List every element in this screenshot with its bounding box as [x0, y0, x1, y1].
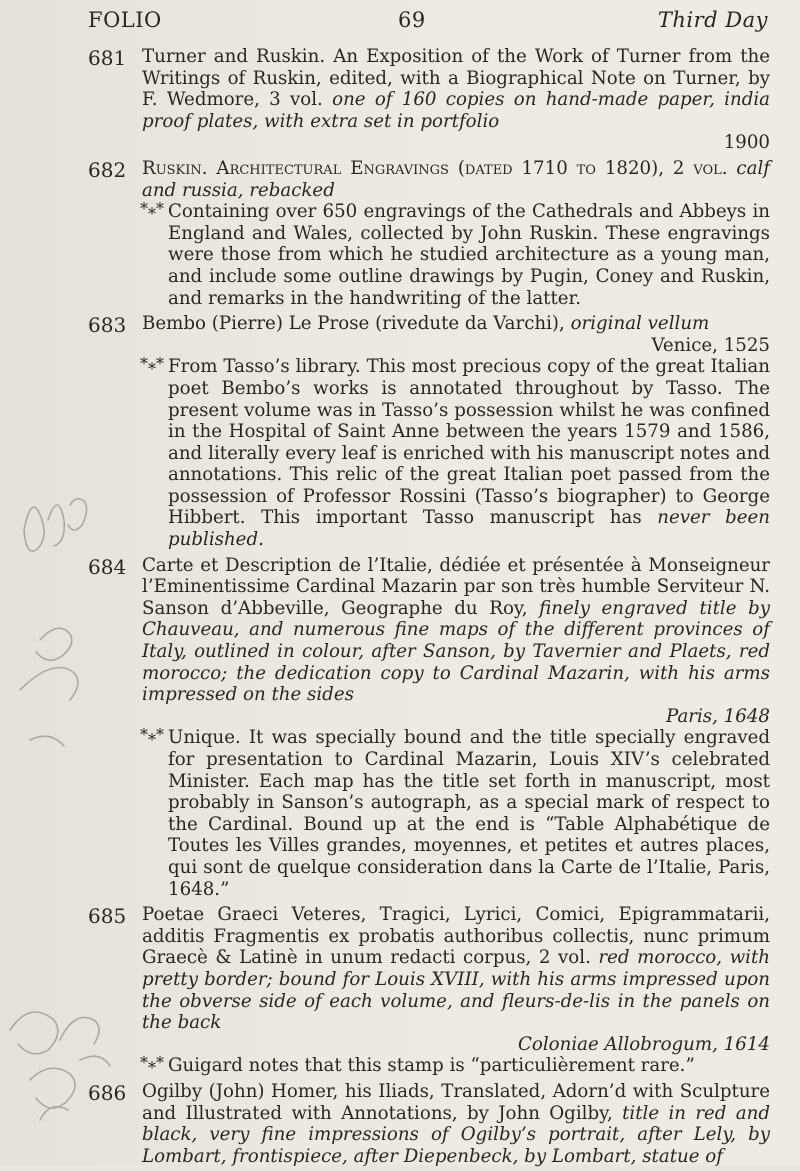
header-day: Third Day — [657, 8, 768, 32]
lot-binding: red morocco, with pretty border; bound for Louis XVIII, with his arms impressed upon the obverse side of each volume, and fleurs-de-lis in the panels on the back — [142, 947, 770, 1034]
lot-title: Poetae Graeci Veteres, Tragici, Lyrici, Comici, Epigrammatarii, additis Fragmentis ex probatis authoribus collectis, nunc primum Graecè & Latinè in unum redacti corpus, 2 vol. — [142, 904, 770, 969]
asterism-icon: *⁎* — [140, 354, 164, 374]
lot-entry-685 — [88, 904, 770, 1077]
lot-binding: original vellum — [570, 313, 710, 335]
header-folio: FOLIO — [88, 8, 162, 32]
lot-note — [142, 1055, 770, 1077]
lot-title: Carte et Description de l’Italie, dédiée et présentée à Monseigneur l’Eminentissime Cardinal Mazarin par son très humble Serviteur N. Sanson d’Abbeville, Geographe du Roy, — [142, 554, 770, 619]
lot-title: Bembo (Pierre) Le Prose (rivedute da Varchi), — [142, 313, 571, 335]
lot-date: Paris, 1648 — [666, 705, 770, 727]
lot-entry-683 — [88, 313, 770, 551]
lot-note-text: Unique. It was specially bound and the title specially engraved for presentation to Cardinal Mazarin, Louis XIV’s celebrated Minister. Each map has the title set forth in manuscript, most probably in Sanson’s autograph, as a special mark of respect to the Cardinal. Bound up at the end is “Table Alphabétique de Toutes les Villes grandes, moyennes, et petites et autres places, qui sont de quelque consideration dans la Carte de l’Italie, Paris, 1648.” — [168, 727, 770, 900]
lot-entry-686 — [88, 1081, 770, 1167]
lot-note — [142, 356, 770, 550]
lot-description — [142, 313, 770, 356]
lot-number: 681 — [88, 46, 127, 70]
lot-binding: finely engraved title by Chauveau, and numerous fine maps of the different provinces of Italy, outlined in colour, after Sanson, by Tavernier and Plaets, red morocco; the dedication copy to Cardinal Mazarin, with his arms impressed on the sides — [142, 597, 770, 706]
lot-note-text: Guigard notes that this stamp is “particulièrement rare.” — [168, 1055, 695, 1077]
lot-entry-681 — [88, 46, 770, 154]
lot-binding: title in red and black, very fine impressions of Ogilby’s portrait, after Lely, by Lombart, frontispiece, after Diepenbeck, by Lombart, statue of — [142, 1102, 770, 1167]
lot-binding: one of 160 copies on hand-made paper, india proof plates, with extra set in portfolio — [142, 89, 770, 132]
lot-description — [142, 904, 770, 1055]
lot-note — [142, 727, 770, 900]
lot-date: 1900 — [723, 132, 770, 154]
lot-date: Coloniae Allobrogum, 1614 — [517, 1033, 770, 1055]
lot-number: 686 — [88, 1080, 127, 1105]
header-page-number: 69 — [398, 8, 426, 32]
lot-note — [142, 201, 770, 309]
lot-number: 685 — [88, 904, 127, 929]
lot-note-emphasis: never been published. — [168, 507, 770, 551]
lot-text: Architectural Engravings (dated 1710 to 1820), 2 vol. — [207, 157, 737, 179]
lot-title: Ruskin. — [142, 157, 208, 179]
lot-entry-684 — [88, 555, 770, 901]
lot-description — [142, 46, 770, 154]
asterism-icon: *⁎* — [140, 1053, 164, 1073]
lot-entry-682 — [88, 158, 770, 309]
lot-list — [88, 46, 770, 1171]
asterism-icon: *⁎* — [140, 725, 164, 745]
lot-description — [142, 158, 770, 201]
page-header — [88, 8, 768, 38]
lot-number: 684 — [88, 554, 127, 579]
lot-title: Ogilby (John) Homer, his Iliads, Translated, Adorn’d with Sculpture and Illustrated with Annotations, by John Ogilby, — [142, 1080, 770, 1124]
lot-binding: calf and russia, rebacked — [142, 157, 770, 201]
lot-title: Turner and Ruskin. — [142, 46, 326, 67]
lot-date: Venice, 1525 — [651, 334, 770, 356]
lot-number: 683 — [88, 313, 127, 338]
lot-description — [142, 1081, 770, 1167]
lot-note-text: From Tasso’s library. This most precious copy of the great Italian poet Bembo’s works is annotated throughout by Tasso. The present volume was in Tasso’s possession whilst he was confined in the Hospital of Saint Anne between the years 1579 and 1586, and literally every leaf is enriched with his manuscript notes and annotations. This relic of the great Italian poet passed from the possession of Professor Rossini (Tasso’s biographer) to George Hibbert. This important Tasso manuscript has — [168, 356, 770, 529]
lot-text: An Exposition of the Work of Turner from the Writings of Ruskin, edited, with a Biographical Note on Turner, by F. Wedmore, 3 vol. — [142, 46, 771, 111]
lot-number: 682 — [88, 157, 127, 182]
lot-description — [142, 555, 770, 728]
asterism-icon: *⁎* — [140, 199, 164, 219]
lot-note-text: Containing over 650 engravings of the Cathedrals and Abbeys in England and Wales, collected by John Ruskin. These engravings were those from which he studied architecture as a young man, and include some outline drawings by Pugin, Coney and Ruskin, and remarks in the handwriting of the latter. — [168, 201, 770, 309]
